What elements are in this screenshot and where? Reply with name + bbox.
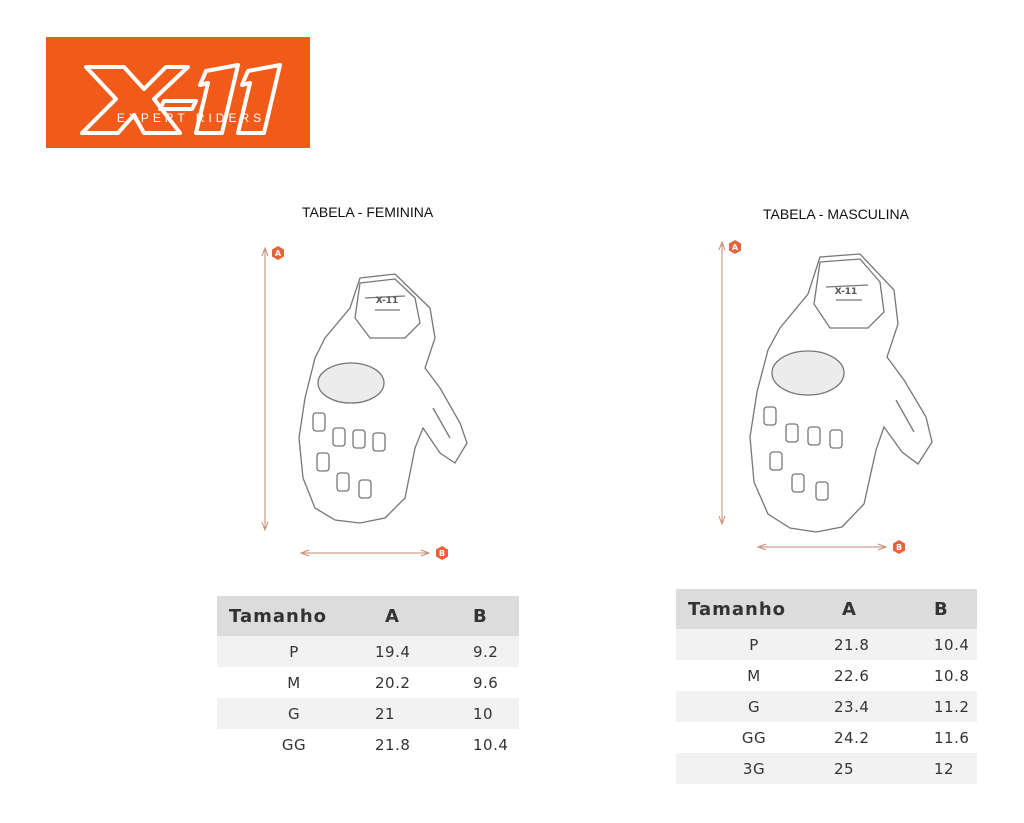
cell-a: 21.8 [371,729,465,760]
col-header-b: B [465,596,519,636]
cell-a: 25 [832,753,926,784]
cell-a: 21.8 [832,629,926,660]
col-header-b: B [926,589,977,629]
table-header-row [676,589,977,629]
cell-size: P [217,636,371,667]
glove-diagram-feminina [255,238,485,568]
cell-size: 3G [676,753,832,784]
col-header-size: Tamanho [676,589,832,629]
cell-size: GG [217,729,371,760]
cell-a: 23.4 [832,691,926,722]
cell-a: 20.2 [371,667,465,698]
cell-b: 10.4 [926,629,977,660]
marker-b [436,546,448,560]
col-header-a: A [371,596,465,636]
glove-logo-text: X-11 [375,296,399,306]
cell-a: 24.2 [832,722,926,753]
cell-b: 10.8 [926,660,977,691]
cell-b: 10 [465,698,519,729]
size-table-feminina [217,596,519,760]
table-row [676,722,977,753]
table-row [217,729,519,760]
cell-size: P [676,629,832,660]
cell-a: 22.6 [832,660,926,691]
glove-diagram-masculina [712,232,942,562]
svg-text:A: A [274,249,282,258]
brand-logo [46,37,310,148]
cell-b: 9.2 [465,636,519,667]
cell-size: GG [676,722,832,753]
table-row [217,698,519,729]
table-header-row [217,596,519,636]
table-row [217,667,519,698]
cell-size: G [217,698,371,729]
cell-b: 11.2 [926,691,977,722]
svg-text:A: A [731,243,739,252]
table-row [676,753,977,784]
cell-size: M [676,660,832,691]
marker-b [893,540,905,554]
cell-b: 10.4 [465,729,519,760]
table-row [676,660,977,691]
logo-tagline: EXPERT RIDERS [116,111,266,125]
cell-size: G [676,691,832,722]
cell-a: 19.4 [371,636,465,667]
cell-a: 21 [371,698,465,729]
size-table-masculina [676,589,977,784]
cell-size: M [217,667,371,698]
col-header-size: Tamanho [217,596,371,636]
glove-logo-text: X-11 [834,287,858,297]
marker-a [729,240,741,254]
svg-text:B: B [895,543,903,552]
cell-b: 9.6 [465,667,519,698]
marker-a [272,246,284,260]
cell-b: 12 [926,753,977,784]
glove-illustration [299,274,467,523]
cell-b: 11.6 [926,722,977,753]
table-row [676,629,977,660]
title-masculina: TABELA - MASCULINA [763,206,910,222]
col-header-a: A [832,589,926,629]
table-row [676,691,977,722]
svg-text:B: B [438,549,446,558]
table-row [217,636,519,667]
title-feminina: TABELA - FEMININA [302,204,434,220]
